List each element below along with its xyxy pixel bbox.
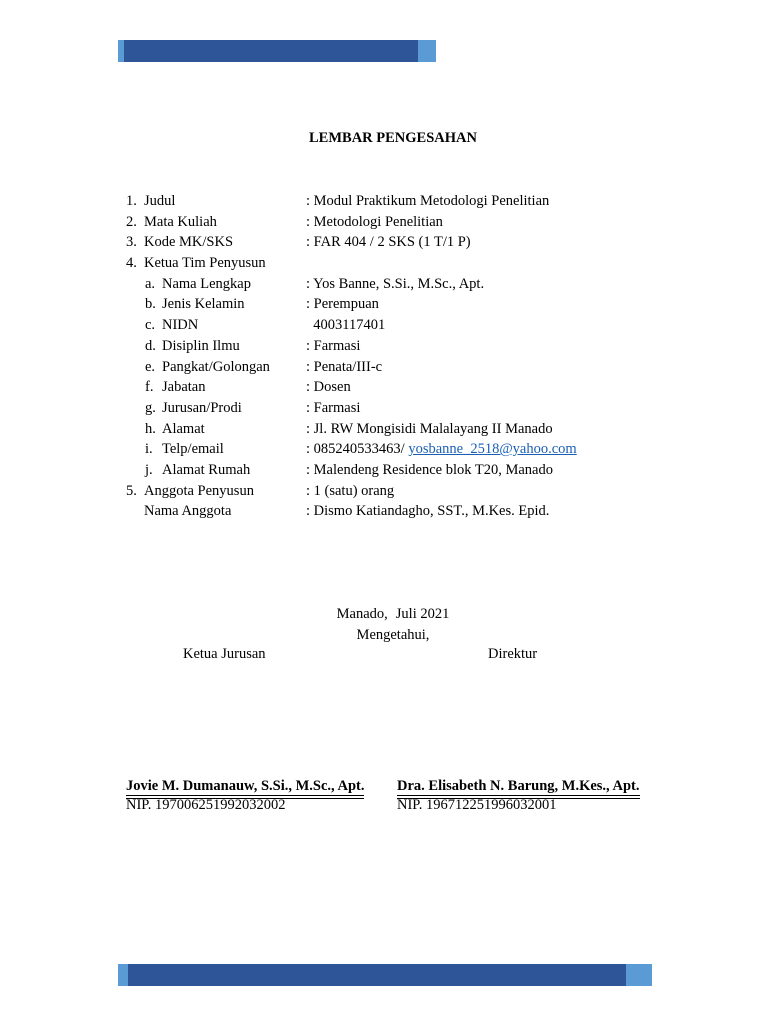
sub-detail-row — [0, 419, 768, 440]
detail-row — [0, 481, 768, 502]
phone-text: : 085240533463/ — [306, 441, 409, 458]
place-date-line — [0, 604, 768, 625]
signer-right-nip: NIP. 196712251996032001 — [397, 797, 557, 813]
sub-item-value: : Yos Banne, S.Si., M.Sc., Apt. — [306, 275, 485, 292]
item-number: 4. — [126, 255, 137, 272]
sub-item-label: Alamat Rumah — [162, 461, 251, 478]
item-number: 5. — [126, 482, 137, 499]
bar-accent-left — [118, 964, 128, 986]
sub-item-letter: j. — [145, 461, 153, 478]
sub-detail-row — [0, 336, 768, 357]
role-right: Direktur — [488, 646, 538, 662]
sub-item-value-wrap — [306, 439, 577, 460]
acknowledged-text: Mengetahui, — [356, 626, 430, 643]
item-value: : 1 (satu) orang — [306, 482, 395, 499]
sub-item-value: : Farmasi — [306, 399, 361, 416]
bar-main — [128, 964, 626, 986]
signing-place-date — [0, 604, 768, 645]
sub-item-label: Alamat — [162, 420, 205, 437]
sub-item-letter: g. — [145, 399, 156, 416]
sub-item-letter: i. — [145, 441, 153, 458]
item-value: : Dismo Katiandagho, SST., M.Kes. Epid. — [306, 503, 550, 520]
item-value: : FAR 404 / 2 SKS (1 T/1 P) — [306, 234, 471, 251]
item-label: Nama Anggota — [144, 503, 232, 520]
sub-item-value: : Jl. RW Mongisidi Malalayang II Manado — [306, 420, 553, 437]
sub-detail-row — [0, 357, 768, 378]
sub-item-letter: d. — [145, 337, 156, 354]
sub-detail-row — [0, 294, 768, 315]
signer-left-name: Jovie M. Dumanauw, S.Si., M.Sc., Apt. — [126, 778, 365, 794]
sub-detail-row — [0, 439, 768, 460]
item-label: Mata Kuliah — [144, 213, 217, 230]
sub-detail-row — [0, 274, 768, 295]
sub-item-letter: h. — [145, 420, 156, 437]
sub-item-label: Jenis Kelamin — [162, 296, 245, 313]
sub-item-label: Telp/email — [162, 441, 224, 458]
sub-item-value: : Dosen — [306, 379, 351, 396]
place-text: Manado, — [336, 606, 388, 622]
sub-item-value: : Farmasi — [306, 337, 361, 354]
detail-row — [0, 191, 768, 212]
item-label: Judul — [144, 193, 176, 209]
sub-item-value: : Penata/III-c — [306, 358, 383, 375]
sub-item-label: Disiplin Ilmu — [162, 337, 240, 354]
sub-item-value: : Malendeng Residence blok T20, Manado — [306, 461, 553, 478]
bar-accent-right — [418, 40, 436, 62]
page-title: LEMBAR PENGESAHAN — [309, 130, 477, 146]
sub-item-letter: f. — [145, 379, 154, 396]
sub-item-value: 4003117401 — [306, 317, 386, 334]
approval-details — [0, 191, 768, 522]
item-number: 3. — [126, 234, 137, 251]
item-label: Kode MK/SKS — [144, 234, 234, 251]
item-label: Anggota Penyusun — [144, 482, 254, 499]
sub-detail-row — [0, 315, 768, 336]
signer-left-nip: NIP. 197006251992032002 — [126, 797, 286, 813]
date-text: Juli 2021 — [395, 606, 450, 622]
footer-decoration-bar — [118, 964, 652, 986]
sub-item-letter: e. — [145, 358, 156, 375]
bar-main — [124, 40, 418, 62]
sub-item-label: Jabatan — [162, 379, 206, 396]
bar-accent-right — [626, 964, 652, 986]
sub-item-letter: b. — [145, 296, 156, 313]
detail-row — [0, 212, 768, 233]
email-link[interactable]: yosbanne_2518@yahoo.com — [408, 441, 577, 458]
item-value: : Modul Praktikum Metodologi Penelitian — [306, 193, 550, 209]
role-left: Ketua Jurusan — [183, 646, 266, 662]
detail-row — [0, 501, 768, 522]
sub-detail-row — [0, 377, 768, 398]
sub-detail-row — [0, 460, 768, 481]
sub-item-letter: a. — [145, 275, 156, 292]
detail-row — [0, 253, 768, 274]
sub-item-label: Pangkat/Golongan — [162, 358, 270, 375]
header-decoration-bar — [118, 40, 436, 62]
item-value: : Metodologi Penelitian — [306, 213, 443, 230]
sub-item-letter: c. — [145, 317, 156, 334]
sub-item-value: : Perempuan — [306, 296, 379, 313]
item-number: 2. — [126, 213, 137, 230]
sub-item-label: Nama Lengkap — [162, 275, 251, 292]
sub-detail-row — [0, 398, 768, 419]
sub-item-label: NIDN — [162, 317, 199, 334]
signer-right-name: Dra. Elisabeth N. Barung, M.Kes., Apt. — [397, 778, 640, 794]
item-number: 1. — [126, 193, 137, 209]
item-label: Ketua Tim Penyusun — [144, 255, 266, 272]
sub-item-label: Jurusan/Prodi — [162, 399, 242, 416]
detail-row — [0, 232, 768, 253]
